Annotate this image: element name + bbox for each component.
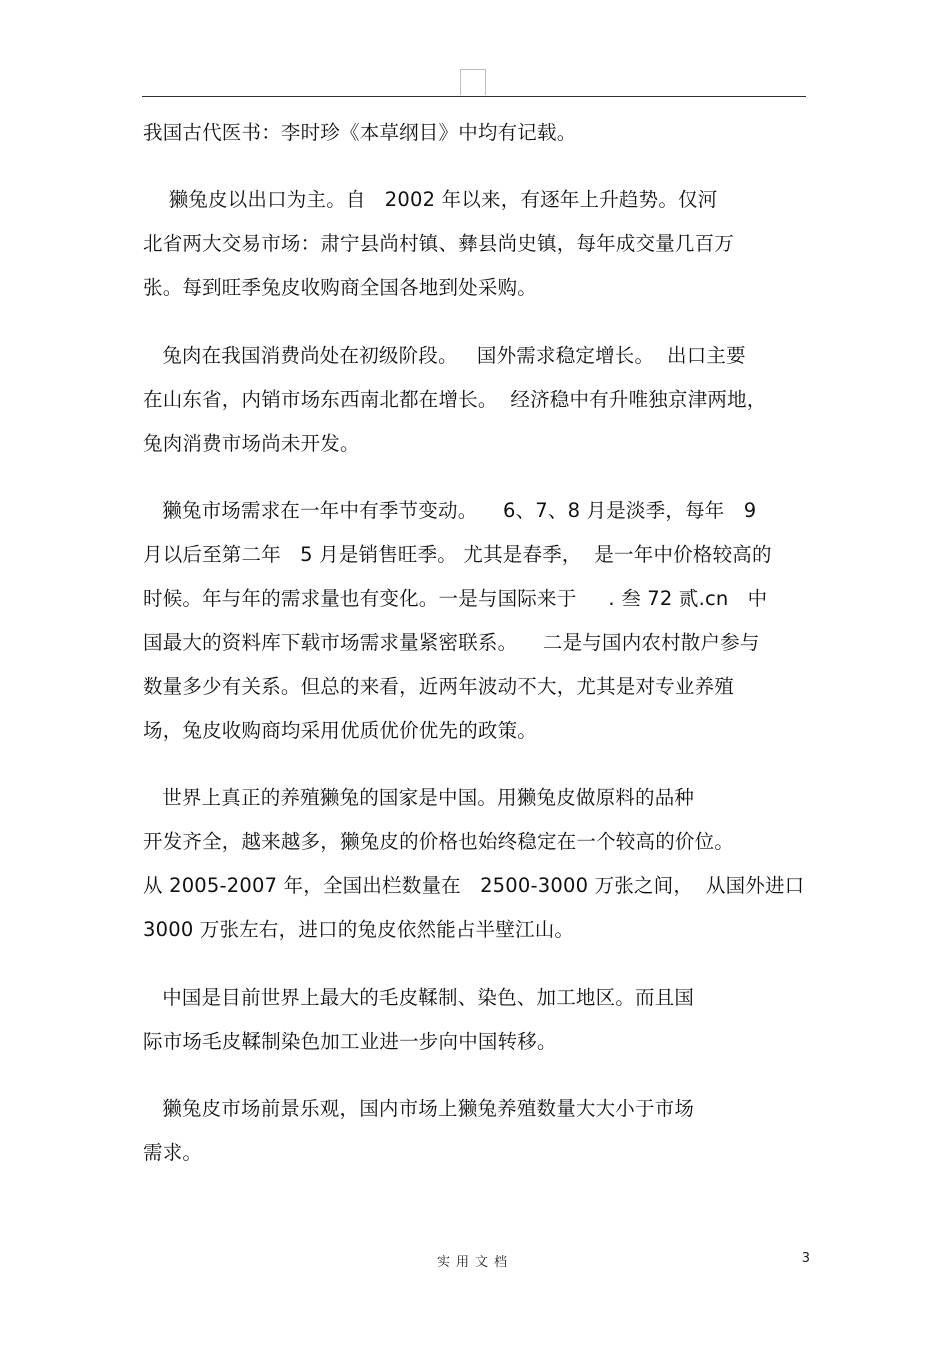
text-line: 3000 万张左右，进口的兔皮依然能占半壁江山。 bbox=[143, 918, 575, 941]
text-line: 獭兔市场需求在一年中有季节变动。 6、7、8 月是淡季，每年 9 bbox=[143, 499, 757, 522]
text-line: 獭兔皮市场前景乐观，国内市场上獭兔养殖数量大大小于市场 bbox=[143, 1097, 695, 1120]
text-line: 北省两大交易市场：肃宁县尚村镇、彝县尚史镇，每年成交量几百万 bbox=[143, 232, 735, 255]
header-placeholder-box bbox=[460, 69, 486, 95]
text-line: 张。每到旺季兔皮收购商全国各地到处采购。 bbox=[143, 276, 538, 299]
footer-label: 实用文档 bbox=[436, 1255, 513, 1270]
text-line: 国最大的资料库下载市场需求量紧密联系。 二是与国内农村散户参与 bbox=[143, 631, 760, 654]
text-line: 中国是目前世界上最大的毛皮鞣制、染色、加工地区。而且国 bbox=[143, 986, 695, 1009]
text-line: 时候。年与年的需求量也有变化。一是与国际来于 . 叁 72 贰.cn 中 bbox=[143, 587, 768, 610]
text-line: 从 2005-2007 年，全国出栏数量在 2500-3000 万张之间， 从国外进口 bbox=[143, 874, 805, 897]
page-number: 3 bbox=[801, 1251, 810, 1266]
text-line: 在山东省，内销市场东西南北都在增长。 经济稳中有升唯独京津两地， bbox=[143, 388, 767, 411]
text-line: 需求。 bbox=[143, 1141, 203, 1164]
text-line: 开发齐全，越来越多，獭兔皮的价格也始终稳定在一个较高的价位。 bbox=[143, 830, 735, 853]
text-line: 兔肉消费市场尚未开发。 bbox=[143, 432, 360, 455]
text-line: 数量多少有关系。但总的来看，近两年波动不大，尤其是对专业养殖 bbox=[143, 675, 735, 698]
text-line: 兔肉在我国消费尚处在初级阶段。 国外需求稳定增长。 出口主要 bbox=[143, 344, 746, 367]
text-line: 场，兔皮收购商均采用优质优价优先的政策。 bbox=[143, 719, 538, 742]
text-line: 月以后至第二年 5 月是销售旺季。 尤其是春季， 是一年中价格较高的 bbox=[143, 543, 772, 566]
text-line: 獭兔皮以出口为主。自 2002 年以来，有逐年上升趋势。仅河 bbox=[143, 188, 718, 211]
text-line: 世界上真正的养殖獭兔的国家是中国。用獭兔皮做原料的品种 bbox=[143, 786, 695, 809]
text-line: 我国古代医书：李时珍《本草纲目》中均有记载。 bbox=[143, 121, 577, 144]
text-line: 际市场毛皮鞣制染色加工业进一步向中国转移。 bbox=[143, 1030, 557, 1053]
header-rule bbox=[142, 96, 806, 97]
